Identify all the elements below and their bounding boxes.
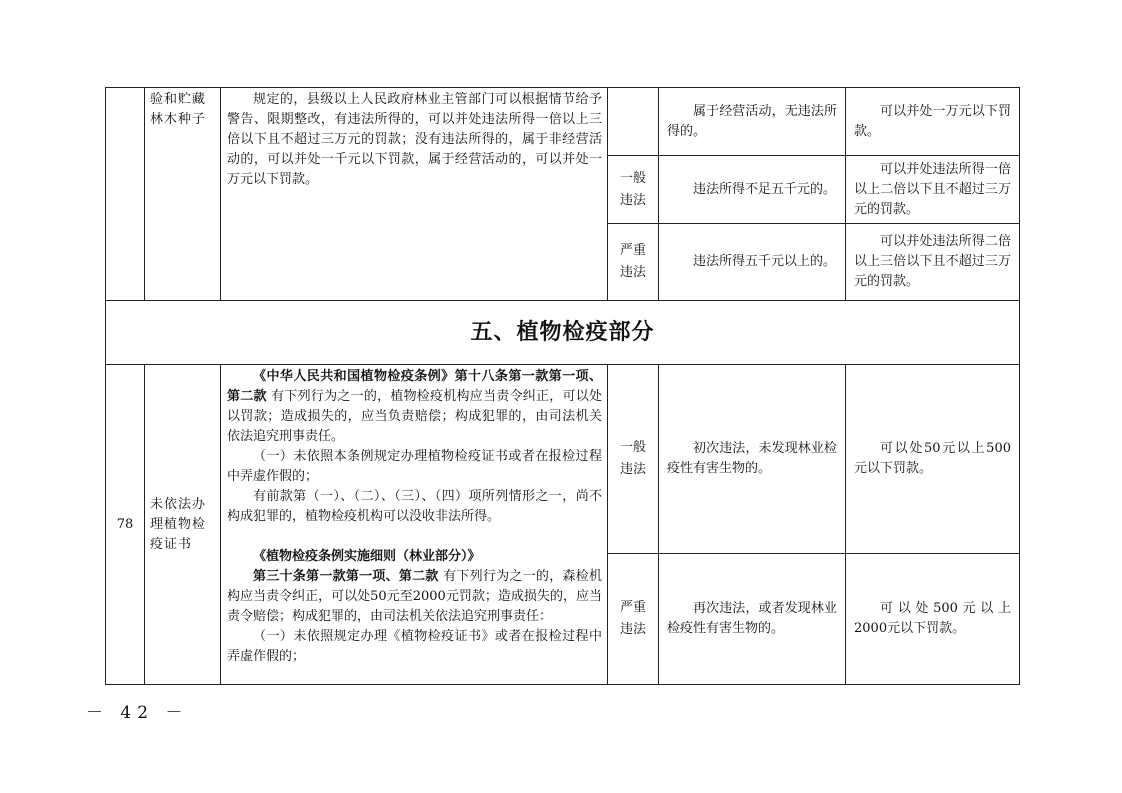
prev-row-level-3-text: 严重违法 (619, 243, 646, 280)
row-78-law2-item1: （一）未依照规定办理《植物检疫证书》或者在报检过程中弄虚作假的； (227, 629, 602, 664)
row-78-law2-article: 第三十条第一款第一项、第二款 (253, 569, 439, 584)
row-78-penalty-1-text: 可以处50元以上500元以下罚款。 (854, 441, 1011, 476)
prev-row-circumstance-2-text: 违法所得不足五千元的。 (693, 181, 837, 197)
row-78-law-gap (227, 527, 602, 547)
row-78-law-cell (221, 365, 608, 685)
prev-row-level-1 (608, 88, 659, 156)
row-78-level-2 (608, 554, 659, 685)
row-78-penalty-2-text: 可以处500元以上2000元以下罚款。 (854, 601, 1011, 636)
row-78-law2-paragraph (227, 567, 602, 627)
prev-row-circumstance-2 (659, 156, 846, 224)
page-number: － 42 － (86, 703, 189, 723)
prev-row-circumstance-3 (659, 224, 846, 301)
row-78-law1-paragraph (227, 367, 602, 447)
row-78-sub1 (106, 365, 1020, 554)
prev-row-level-2 (608, 156, 659, 224)
penalty-table (105, 87, 1020, 685)
prev-row-no-cell (106, 88, 145, 301)
prev-row-level-3 (608, 224, 659, 301)
row-78-law1-item1: （一）未依照本条例规定办理植物检疫证书或者在报检过程中弄虚作假的； (227, 449, 602, 484)
row-78-name: 未依法办理植物检疫证书 (145, 365, 221, 685)
row-78-law2-title: 《植物检疫条例实施细则（林业部分）》 (253, 549, 481, 564)
prev-row-level-2-text: 一般违法 (619, 170, 646, 208)
row-78-law1-title: 《中华人民共和国植物检疫条例》第十八条第一款第一项、第二款 (227, 369, 602, 404)
row-78-level-1-text: 一般违法 (619, 440, 646, 477)
row-78-circumstance-2-text: 再次违法，或者发现林业检疫性有害生物的。 (667, 601, 837, 636)
row-78-level-1 (608, 365, 659, 554)
section-row (106, 301, 1020, 365)
prev-row-penalty-2 (846, 156, 1020, 224)
row-78-level-2-text: 严重违法 (619, 600, 646, 637)
prev-row-circumstance-1 (659, 88, 846, 156)
row-78-number: 78 (106, 365, 145, 685)
prev-row-penalty-3 (846, 224, 1020, 301)
prev-row-penalty-2-text: 可以并处违法所得一倍以上二倍以下且不超过三万元的罚款。 (854, 161, 1011, 217)
prev-row-circumstance-1-text: 属于经营活动，无违法所得的。 (667, 103, 837, 139)
prev-row-circumstance-3-text: 违法所得五千元以上的。 (693, 254, 837, 269)
prev-row-penalty-1 (846, 88, 1020, 156)
row-78-circumstance-1-text: 初次违法，未发现林业检疫性有害生物的。 (667, 441, 837, 476)
prev-row-law-text: 规定的，县级以上人民政府林业主管部门可以根据情节给予警告、限期整改，有违法所得的，可以并处违法所得一倍以上三倍以下且不超过三万元的罚款；没有违法所得的，属于非经营活动的，可以并处一千元以下罚款，属于经营活动的，可以并处一万元以下罚款。 (227, 92, 602, 187)
prev-row-law-cell (221, 88, 608, 301)
row-78-circumstance-2 (659, 554, 846, 685)
row-78-law1-text: 有下列行为之一的，植物检疫机构应当责令纠正，可以处以罚款；造成损失的，应当负责赔偿；构成犯罪的，由司法机关依法追究刑事责任。 (227, 389, 602, 444)
row-78-penalty-1 (846, 365, 1020, 554)
section-title: 五、植物检疫部分 (106, 301, 1020, 365)
row-78-law2-text: 有下列行为之一的，森检机构应当责令纠正，可以处50元至2000元罚款；造成损失的，应当责令赔偿；构成犯罪的，由司法机关依法追究刑事责任： (227, 569, 602, 624)
prev-row-penalty-1-text: 可以并处一万元以下罚款。 (854, 103, 1011, 139)
row-78-law1-note: 有前款第（一）、（二）、（三）、（四）项所列情形之一，尚不构成犯罪的，植物检疫机构可以没收非法所得。 (227, 489, 602, 524)
row-78-penalty-2 (846, 554, 1020, 685)
prev-row-penalty-3-text: 可以并处违法所得二倍以上三倍以下且不超过三万元的罚款。 (854, 234, 1011, 289)
prev-row-sub1 (106, 88, 1020, 156)
row-78-circumstance-1 (659, 365, 846, 554)
prev-row-name: 验和贮藏林木种子 (145, 88, 221, 301)
